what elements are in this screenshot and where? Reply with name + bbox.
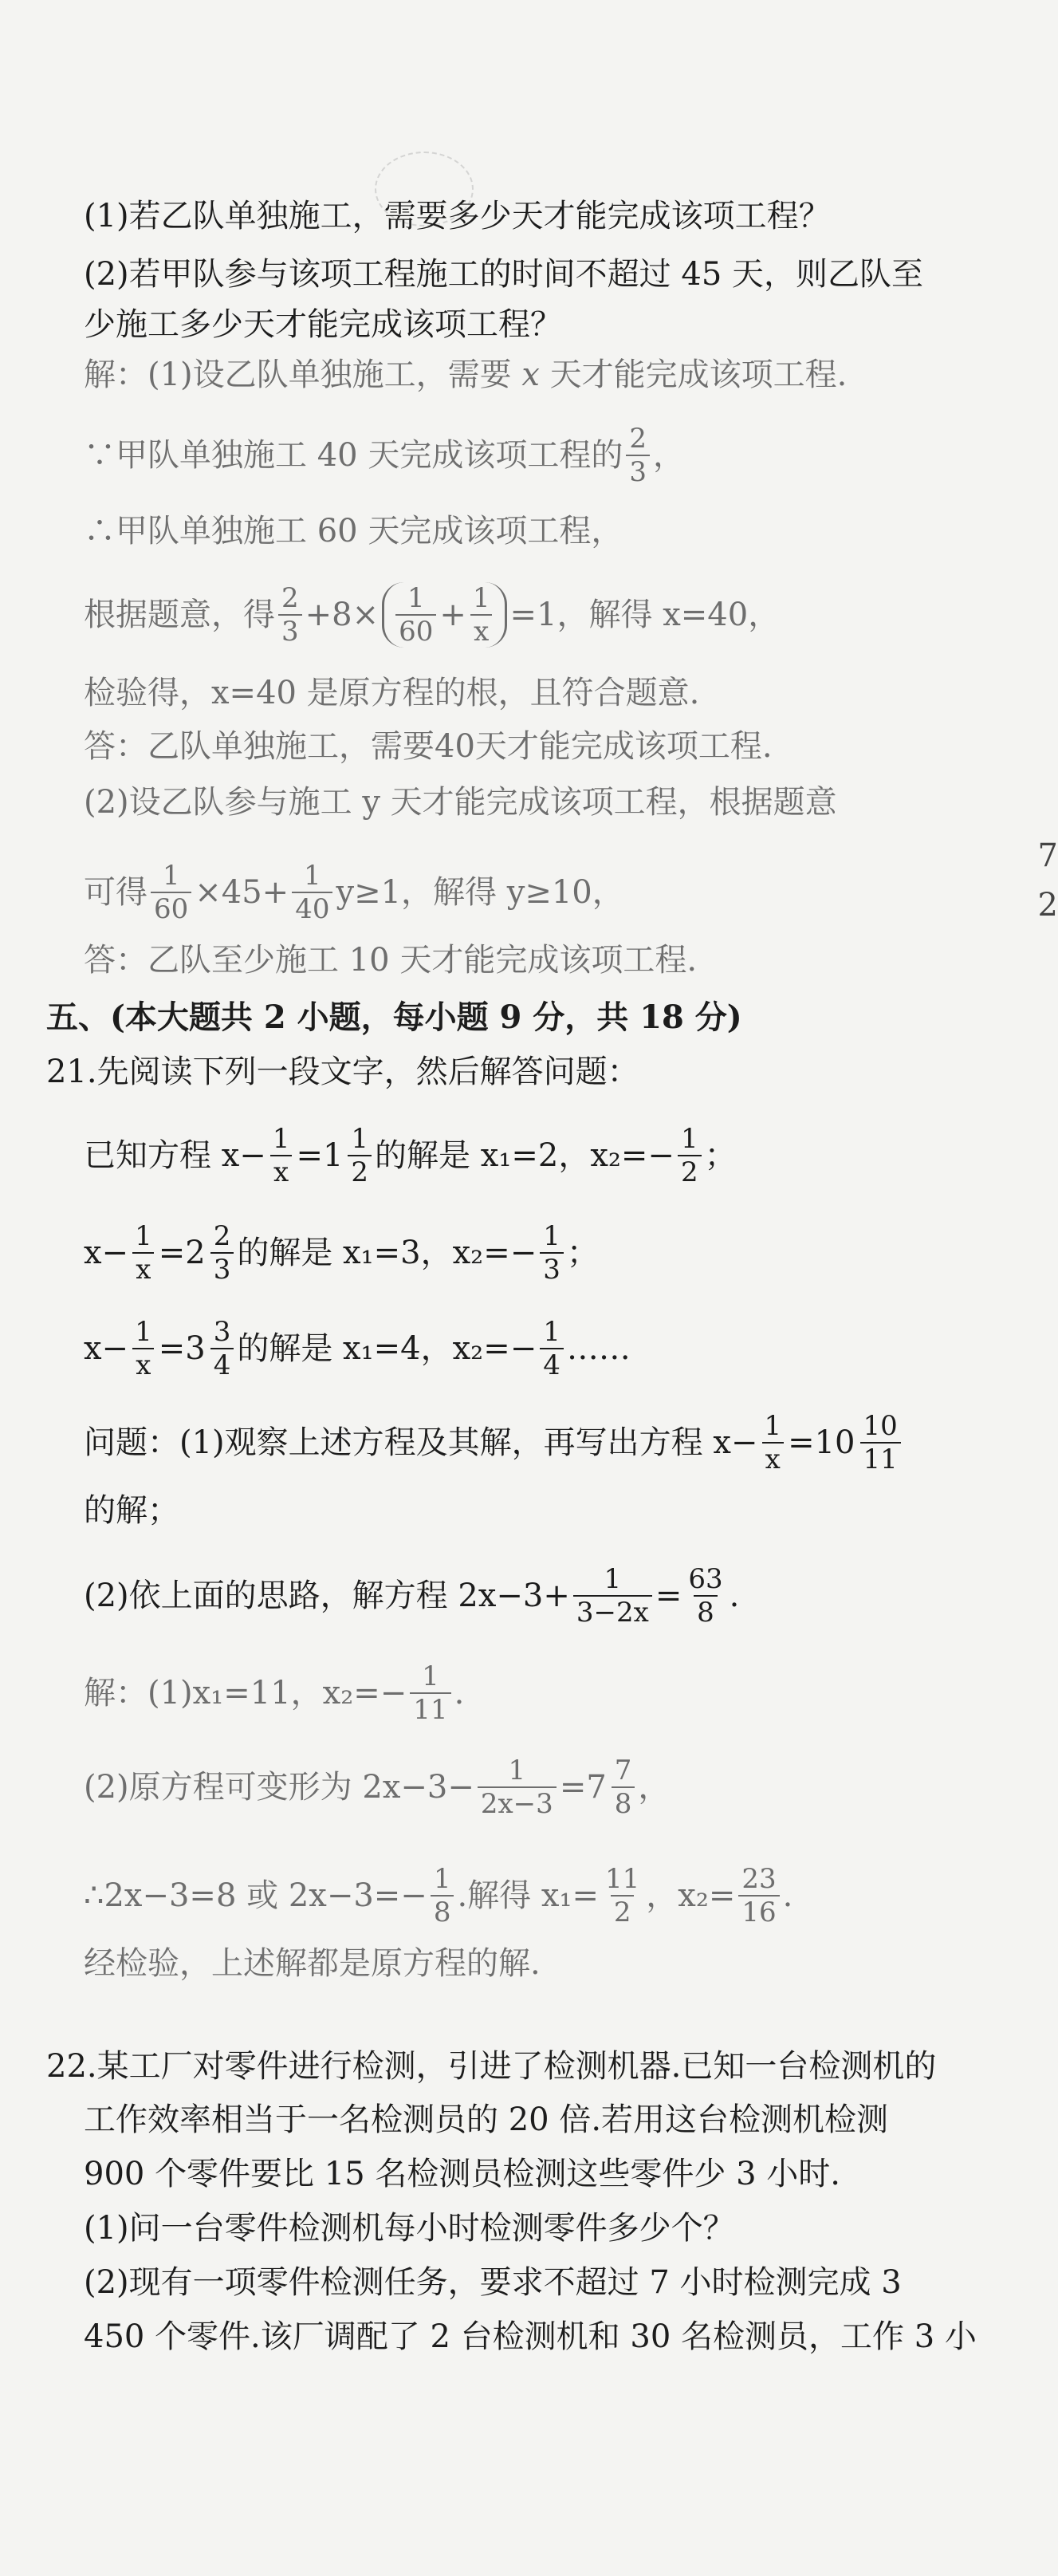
q20-s4-tail: =1，解得 x=40， [509, 597, 781, 633]
q21-intro-text: 21.先阅读下列一段文字，然后解答问题： [46, 1054, 639, 1090]
mixed-frac [612, 1755, 635, 1820]
q21-example3 [84, 1316, 631, 1381]
q21-e3-frac [132, 1316, 155, 1381]
q21-e1-mid: 的解是 x₁=2，x₂=− [375, 1137, 675, 1174]
q22-l2-text: 工作效率相当于一名检测员的 20 倍.若用这台检测机检测 [84, 2101, 889, 2138]
frac-num: 1 [272, 1123, 290, 1155]
q21-e3-root-frac [540, 1316, 564, 1381]
q21-q2-head: (2)依上面的思路，解方程 2x−3+ [84, 1578, 570, 1614]
frac-den: 3−2x [573, 1595, 652, 1629]
q20-s1-var: x [521, 356, 540, 393]
q22-l6-text: 450 个零件.该厂调配了 2 台检测机和 30 名检测员，工作 3 小 [84, 2318, 977, 2355]
q21-answer1 [84, 1660, 464, 1726]
q21-question1-cont [84, 1490, 179, 1531]
frac-den: 3 [210, 1252, 234, 1286]
frac-den: x [132, 1348, 154, 1381]
q21-e2-head: x− [84, 1235, 129, 1271]
frac-den: 60 [395, 614, 436, 648]
mixed-frac [860, 1410, 901, 1475]
q20-s8-tail: y≥1，解得 y≥10， [336, 874, 624, 911]
q20-solution-line3 [84, 510, 623, 552]
q20-part1-text: (1)若乙队单独施工，需要多少天才能完成该项工程？ [84, 198, 831, 234]
q20-s1-tail: 天才能完成该项工程. [549, 356, 848, 393]
q20-s8-frac2 [292, 860, 332, 925]
section-five-text: 五、(本大题共 2 小题，每小题 9 分，共 18 分) [46, 998, 742, 1036]
q21-a1-head: 解：(1)x₁=11，x₂=− [84, 1675, 407, 1711]
frac-den: 4 [540, 1348, 564, 1381]
q22-l4-text: (1)问一台零件检测机每小时检测零件多少个？ [84, 2210, 735, 2247]
mixed-whole: =2 [158, 1235, 206, 1271]
q21-a2-tail: ， [638, 1769, 671, 1806]
q20-s5-text: 检验得，x=40 是原方程的根，且符合题意. [84, 675, 700, 711]
frac-den: 8 [612, 1786, 635, 1820]
q22-l3-text: 900 个零件要比 15 名检测员检测这些零件少 3 小时. [84, 2156, 840, 2192]
q20-s4-frac2 [395, 582, 436, 648]
frac-den: 8 [431, 1895, 454, 1928]
frac-num: 1 [680, 1123, 698, 1155]
q20-s2-fraction [626, 423, 650, 488]
frac-num: 10 [863, 1410, 898, 1442]
q20-s7-text: (2)设乙队参与施工 y 天才能完成该项工程，根据题意 [84, 784, 837, 821]
frac-num: 1 [472, 582, 490, 614]
q21-e3-mid: 的解是 x₁=4，x₂=− [237, 1330, 537, 1367]
q21-q2-rhs [685, 1563, 726, 1629]
q21-e2-mid: 的解是 x₁=3，x₂=− [237, 1235, 537, 1271]
q21-answer3 [84, 1863, 793, 1928]
frac-num: 1 [433, 1863, 451, 1895]
q21-question1 [84, 1410, 904, 1475]
q22-line5 [84, 2262, 902, 2303]
q21-e2-tail: ； [566, 1235, 599, 1271]
frac-den: 2x−3 [478, 1786, 557, 1820]
q21-e2-frac [132, 1220, 155, 1286]
frac-den: 16 [738, 1895, 779, 1928]
q21-e1-tail: ； [704, 1137, 737, 1174]
q20-s8-mid: ×45+ [195, 874, 289, 911]
frac-den: 3 [540, 1252, 564, 1286]
q20-s6-text: 答：乙队单独施工，需要40天才能完成该项工程. [84, 728, 773, 765]
frac-num: 1 [135, 1316, 152, 1348]
frac-num: 1 [543, 1316, 560, 1348]
q20-s3-text: ∴甲队单独施工 60 天完成该项工程， [84, 513, 623, 549]
q21-a3-frac1 [431, 1863, 454, 1928]
mixed-whole: =1 [296, 1137, 344, 1174]
q22-line1 [46, 2046, 936, 2087]
frac-num: 1 [135, 1220, 152, 1252]
q22-line6 [84, 2316, 977, 2357]
frac-den: 60 [151, 892, 191, 925]
frac-num: 1 [764, 1410, 782, 1442]
q21-q2-frac [573, 1563, 652, 1629]
q20-s4-head: 根据题意，得 [84, 597, 275, 633]
q21-a3-mid: .解得 x₁= [457, 1877, 600, 1914]
frac-num: 2 [213, 1220, 231, 1252]
frac-num: 1 [508, 1755, 526, 1786]
q20-solution-line1 [84, 354, 847, 396]
q21-a2-head: (2)原方程可变形为 2x−3− [84, 1769, 474, 1806]
frac-den: 11 [860, 1442, 901, 1475]
q21-q2-eq: = [655, 1578, 682, 1614]
q21-e3-tail: …… [566, 1330, 631, 1367]
q22-l5-text: (2)现有一项零件检测任务，要求不超过 7 小时检测完成 3 [84, 2264, 902, 2301]
q20-s2-tail: ， [652, 437, 685, 474]
frac-den: 4 [210, 1348, 234, 1381]
q21-question2 [84, 1563, 739, 1629]
frac-num: 1 [543, 1220, 560, 1252]
q21-answer4 [84, 1943, 541, 1984]
q21-a3-frac3 [738, 1863, 779, 1928]
q20-part2-text-b: 少施工多少天才能完成该项工程？ [84, 306, 562, 343]
frac-num: 1 [162, 860, 180, 892]
q21-e1-root-frac [678, 1123, 702, 1188]
q21-q1-cont: 的解； [84, 1492, 179, 1529]
q21-e3-mixed [159, 1316, 238, 1381]
frac-num: 1 [407, 582, 425, 614]
frac-num: 2 [281, 582, 299, 614]
frac-den: x [270, 1155, 292, 1188]
frac-den: 8 [694, 1595, 718, 1629]
q20-solution-line5 [84, 672, 699, 714]
q21-q1-mixed [788, 1410, 904, 1475]
frac-num: 23 [741, 1863, 777, 1895]
q21-a3-head: ∴2x−3=8 或 2x−3=− [84, 1877, 427, 1914]
q21-example2 [84, 1220, 599, 1286]
q20-s4-plus: + [439, 597, 466, 633]
q21-a2-frac [478, 1755, 557, 1820]
q20-s4-frac1 [278, 582, 302, 648]
edge-fragment-top: 7 [1037, 837, 1058, 874]
q22-line2 [84, 2099, 888, 2141]
q21-q1-head: 问题：(1)观察上述方程及其解，再写出方程 x− [84, 1424, 758, 1461]
q21-e1-mixed [296, 1123, 375, 1188]
q20-s9-text: 答：乙队至少施工 10 天才能完成该项工程. [84, 942, 698, 979]
q22-l1-text: 22.某工厂对零件进行检测，引进了检测机器.已知一台检测机的 [46, 2048, 937, 2085]
q21-e1-frac [269, 1123, 293, 1188]
frac-num: 7 [614, 1755, 632, 1786]
q20-solution-line8 [84, 860, 624, 925]
q22-line4 [84, 2208, 735, 2249]
mixed-frac [210, 1220, 234, 1286]
q21-a3-frac2 [602, 1863, 643, 1928]
q20-solution-line7 [84, 782, 837, 823]
q21-a3-tail: . [782, 1877, 793, 1914]
mixed-whole: =10 [788, 1424, 855, 1461]
q20-part1 [84, 195, 831, 237]
q20-s1-text: 解：(1)设乙队单独施工，需要 [84, 356, 512, 393]
q21-intro [46, 1051, 639, 1093]
q21-a1-frac [410, 1660, 450, 1726]
section-five-heading [46, 997, 742, 1038]
q22-line3 [84, 2153, 840, 2195]
q20-s4-frac3 [470, 582, 494, 648]
frac-den: x [762, 1442, 784, 1475]
frac-den: 3 [626, 455, 650, 488]
q20-solution-line4 [84, 582, 780, 648]
frac-den: 2 [678, 1155, 702, 1188]
q20-s2-head: ∵甲队单独施工 40 天完成该项工程的 [84, 437, 623, 474]
frac-num: 2 [629, 423, 647, 455]
q21-example1 [84, 1123, 737, 1188]
q20-s4-mid: +8× [305, 597, 380, 633]
q21-answer2 [84, 1755, 670, 1820]
q21-q2-tail: . [729, 1578, 740, 1614]
q21-a2-mixed [560, 1755, 639, 1820]
q21-q1-frac [761, 1410, 785, 1475]
q20-solution-line6 [84, 726, 773, 767]
frac-num: 1 [604, 1563, 622, 1595]
q21-a4-text: 经检验，上述解都是原方程的解. [84, 1945, 541, 1982]
q20-part2-line2 [84, 304, 562, 345]
mixed-whole: =3 [158, 1330, 206, 1367]
frac-num: 1 [304, 860, 321, 892]
q20-s8-head: 可得 [84, 874, 147, 911]
frac-den: x [470, 614, 492, 648]
q20-s8-frac1 [151, 860, 191, 925]
frac-num: 63 [688, 1563, 723, 1595]
q20-part2-line1 [84, 254, 923, 295]
frac-den: 3 [278, 614, 302, 648]
q21-e3-head: x− [84, 1330, 129, 1367]
frac-num: 3 [213, 1316, 231, 1348]
mixed-whole: =7 [559, 1769, 607, 1806]
frac-num: 11 [605, 1863, 640, 1895]
frac-num: 1 [422, 1660, 439, 1692]
mixed-frac [348, 1123, 372, 1188]
mixed-frac [210, 1316, 234, 1381]
q20-solution-line9 [84, 939, 697, 981]
frac-den: 40 [292, 892, 332, 925]
q21-e1-head: 已知方程 x− [84, 1137, 266, 1174]
frac-den: 11 [410, 1692, 450, 1726]
q21-a3-mid2: ，x₂= [646, 1877, 736, 1914]
frac-num: 1 [351, 1123, 369, 1155]
frac-den: 2 [348, 1155, 372, 1188]
q20-s4-paren [382, 582, 506, 648]
q20-solution-line2 [84, 423, 685, 488]
q21-a1-tail: . [454, 1675, 465, 1711]
edge-fragment-bottom: 2 [1037, 887, 1058, 924]
q20-part2-text-a: (2)若甲队参与该项工程施工的时间不超过 45 天，则乙队至 [84, 256, 923, 293]
q21-e2-root-frac [540, 1220, 564, 1286]
q21-e2-mixed [159, 1220, 238, 1286]
frac-den: x [132, 1252, 154, 1286]
frac-den: 2 [611, 1895, 635, 1928]
